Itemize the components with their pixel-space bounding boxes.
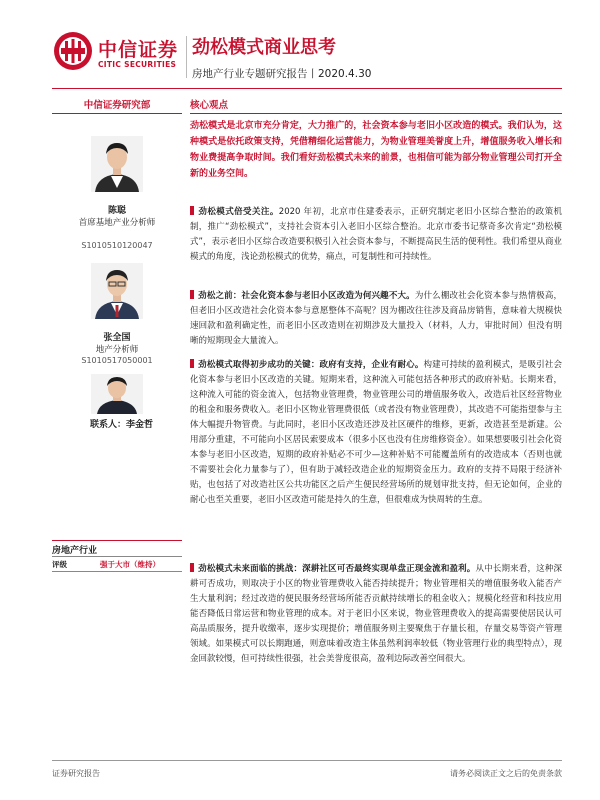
paragraph: [190, 562, 562, 667]
section-title: 核心观点: [190, 100, 229, 111]
contact-person: 联系人：李金哲: [90, 420, 154, 430]
industry-rule: [52, 540, 182, 541]
sidebar-rule: [52, 113, 182, 114]
analyst-id: S1010510120047: [81, 241, 153, 250]
paragraph-text: 构建可持续的盈利模式，是吸引社会化资本参与老旧小区改造的关键。短期来看，这种流入可能包括各种形式的政府补贴。长期来看，这种流入可能的资金流入，包括物业管理费，物业管理公司的增值服务收入，改造后社区经营物业的租金和服务费收入。老旧小区物业管理费很低（或者没有物业管理费），其改造不可能指望参与主体大幅提升物管费。与此同时，老旧小区改造还涉及社区硬件的维修，更新，改造甚至是新建。公用部分重建，不可能向小区居民索要成本（很多小区也没有住房维修资金）。如果想要吸引社会化资本参与老旧小区改造，短期的政府补贴必不可少—这种补贴不可能覆盖所有的改造成本（否则也就不需要社会化力量参与了），但有助于减轻改造企业的短期资金压力。政府的支持不局限于经济补贴，也包括了对改造社区公共功能区之后产生便民经营场所的规划审批支持，但无论如何，企业的耐心也至关重要，老旧小区改造可能是持久的生意，但很难成为快周转的生意。: [190, 360, 562, 505]
citic-logo-icon: [52, 30, 94, 72]
industry-name: 房地产行业: [52, 546, 98, 556]
industry-rule: [52, 556, 182, 557]
paragraph-lead: 劲松之前：社会化资本参与老旧小区改造为何兴趣不大。: [198, 291, 415, 301]
paragraph: [190, 205, 562, 265]
paragraph-lead: 劲松模式未来面临的挑战：深耕社区可否最终实现单盘正现金流和盈利。: [198, 564, 476, 574]
bullet-marker: [190, 206, 194, 215]
bullet-marker: [190, 563, 194, 572]
analyst-title: 地产分析师: [95, 345, 139, 355]
brand-name: 中信证券: [98, 39, 179, 61]
rating-value: 强于大市（维持）: [100, 560, 160, 569]
intro-paragraph: 劲松模式是北京市充分肯定，大力推广的，社会资本参与老旧小区改造的模式。我们认为，这种模式是依托政策支持，凭借精细化运营能力，为物业管理美誉度上升，增值服务收入增长和物业费提高争取时间。我们看好劲松模式未来的前景，也相信可能为部分物业管理公司打开全新的业务空间。: [190, 121, 562, 179]
header-divider: [186, 36, 187, 78]
paragraph: [190, 358, 562, 508]
footer-disclaimer: 请务必阅读正文之后的免责条款: [450, 769, 562, 778]
paragraph: [190, 289, 562, 349]
report-title: 劲松模式商业思考: [192, 37, 336, 58]
rating-label: 评级: [52, 560, 67, 569]
industry-rule: [52, 571, 182, 572]
footer-label: 证券研究报告: [52, 769, 100, 778]
analyst-name: 张全国: [103, 333, 131, 343]
report-subtitle: 房地产行业专题研究报告丨2020.4.30: [192, 68, 372, 80]
bullet-marker: [190, 359, 194, 368]
sidebar-heading: 中信证券研究部: [83, 100, 151, 111]
paragraph-text: 2020 年初，北京市住建委表示，正研究制定老旧小区综合整治的政策机制，推广“劲松模式”，支持社会资本引入老旧小区综合整治。北京市委书记蔡奇多次肯定“劲松模式”，表示老旧小区综合改造要积极引入社会资本参与，不断提高民生活的便利性。我们希望从商业模式的角度，浅论劲松模式的优势，痛点，可复制性和可持续性。: [190, 207, 562, 262]
bullet-marker: [190, 290, 194, 299]
analyst-title: 首席基地产业分析师: [78, 218, 156, 228]
analyst-id: S1010517050001: [81, 356, 153, 365]
paragraph-lead: 劲松模式倍受关注。: [198, 207, 279, 217]
paragraph-text: 从中长期来看，这种深耕可否成功，则取决于小区的物业管理费收入能否持续提升；物业管理相关的增值服务收入能否产生大量利润；经过改造的便民服务经营场所能否贡献持续增长的租金收入；规模化经营和科技应用能否降低日常运营和物业管理的成本。对于老旧小区来说，物业管理费收入的提高需要使居民认可高品质服务，提升收缴率，逐步实现提价；增值服务则主要聚焦于存量长租，存量交易等资产管理领域。如果模式可以长期跑通，则意味着改造主体虽然利润率较低（物业管理行业的典型特点），现金回款较慢，但可持续性很强，社会美誉度很高，盈利边际改善空间很大。: [190, 564, 562, 664]
analyst-photo: [91, 136, 143, 192]
paragraph-text: 为什么棚改社会化资本参与热情极高，但老旧小区改造社会化资本参与意愿整体不高呢？因为棚改往往涉及商品房销售，意味着大规模快速回款和盈利确定性，而老旧小区改造则在初期涉及大量投入（材料，人力，审批时间）但没有明晰的短期现金大量流入。: [190, 291, 562, 346]
header-rule: [52, 88, 562, 89]
contact-photo: [91, 374, 143, 414]
footer-rule: [52, 760, 562, 761]
analyst-photo: [91, 263, 143, 319]
analyst-name: 陈聪: [107, 206, 126, 216]
section-rule: [190, 113, 562, 114]
brand-name-en: CITIC SECURITIES: [98, 60, 177, 69]
paragraph-lead: 劲松模式取得初步成功的关键：政府有支持，企业有耐心。: [198, 360, 424, 370]
